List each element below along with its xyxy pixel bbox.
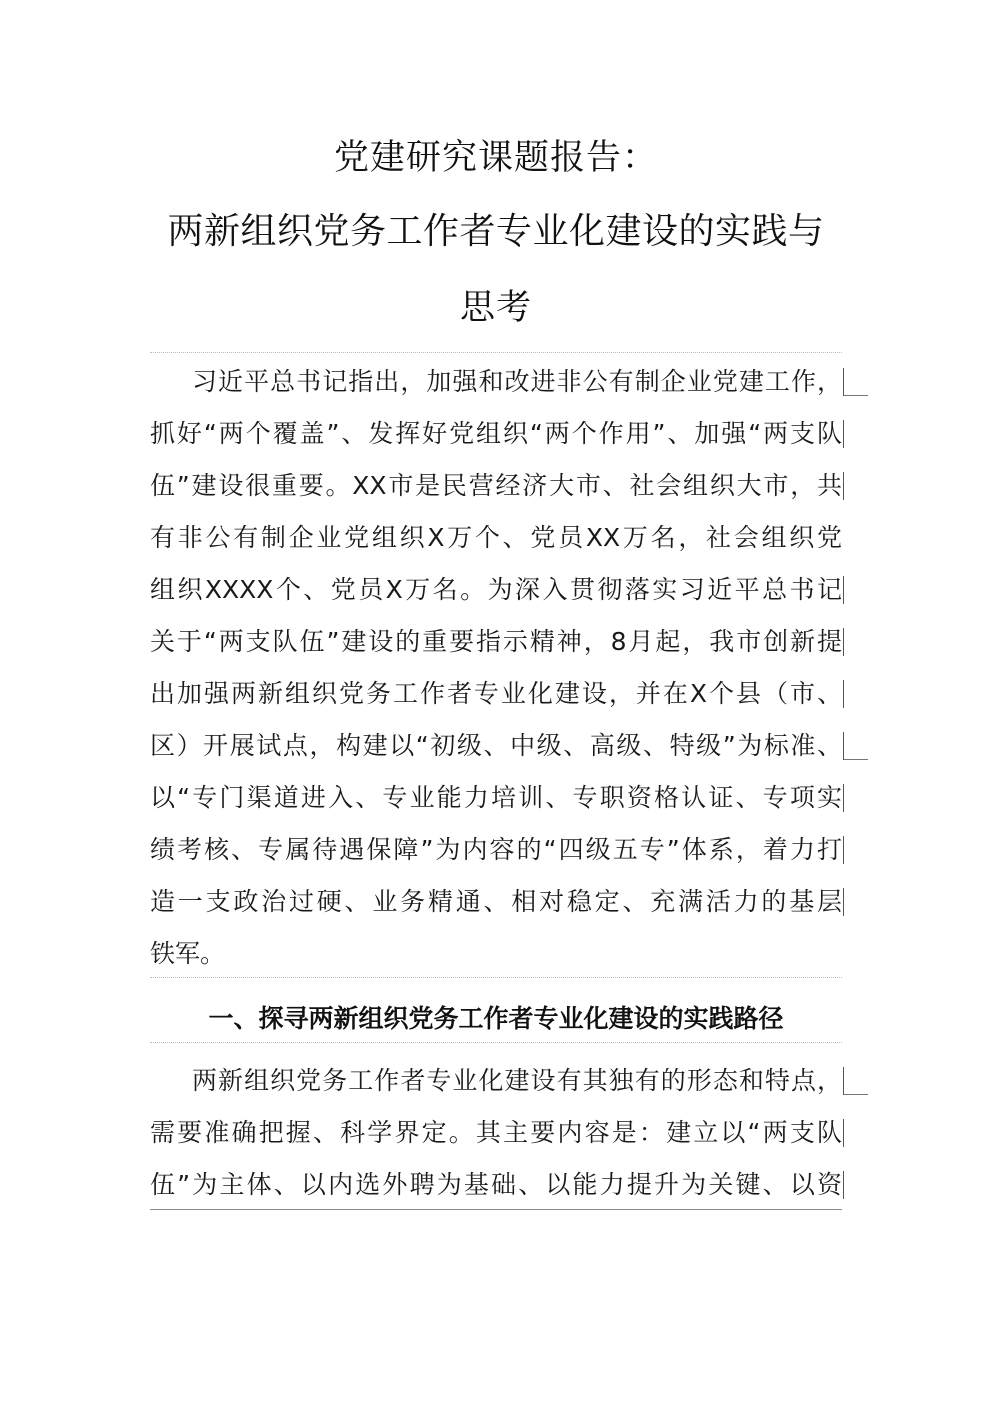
line-end-marker [843, 1119, 844, 1147]
divider [150, 977, 842, 978]
paragraph-line: 组织XXXX个、党员X万名。为深入贯彻落实习近平总书记 [150, 575, 842, 604]
divider [150, 1042, 842, 1043]
section-heading: 一、探寻两新组织党务工作者专业化建设的实践路径 [208, 1004, 784, 1033]
paragraph-line: 需要准确把握、科学界定。其主要内容是：建立以“两支队 [150, 1118, 842, 1147]
line-end-marker [843, 628, 844, 656]
divider [150, 352, 842, 353]
document-title-line-3: 思考 [459, 288, 532, 328]
line-end-marker [843, 472, 844, 500]
line-end-marker [843, 888, 844, 916]
document-title-line-2: 两新组织党务工作者专业化建设的实践与 [167, 211, 825, 252]
line-end-marker [843, 680, 844, 708]
paragraph-line: 绩考核、专属待遇保障”为内容的“四级五专”体系，着力打 [150, 835, 842, 864]
paragraph-line: 伍”为主体、以内选外聘为基础、以能力提升为关键、以资 [150, 1170, 842, 1199]
line-end-marker [843, 836, 844, 864]
paragraph-line: 抓好“两个覆盖”、发挥好党组织“两个作用”、加强“两支队 [150, 419, 842, 448]
paragraph-line: 铁军。 [150, 939, 226, 968]
line-end-marker [843, 784, 844, 812]
paragraph-line: 关于“两支队伍”建设的重要指示精神，8月起，我市创新提 [150, 627, 842, 656]
line-end-marker [843, 576, 844, 604]
paragraph-line: 以“专门渠道进入、专业能力培训、专职资格认证、专项实 [150, 783, 842, 812]
paragraph-line: 造一支政治过硬、业务精通、相对稳定、充满活力的基层 [150, 887, 842, 916]
paragraph-line: 习近平总书记指出，加强和改进非公有制企业党建工作， [192, 367, 842, 396]
document-title-line-1: 党建研究课题报告： [333, 138, 658, 178]
paragraph-line: 有非公有制企业党组织X万个、党员XX万名，社会组织党 [150, 523, 842, 552]
line-end-marker [843, 420, 844, 448]
paragraph-line: 两新组织党务工作者专业化建设有其独有的形态和特点， [192, 1066, 842, 1095]
paragraph-line: 伍”建设很重要。XX市是民营经济大市、社会组织大市，共 [150, 471, 842, 500]
line-end-marker [843, 732, 844, 760]
page-bottom-rule [150, 1209, 842, 1210]
paragraph-line: 出加强两新组织党务工作者专业化建设，并在X个县（市、 [150, 679, 842, 708]
line-end-marker [843, 368, 844, 396]
line-end-marker [843, 1171, 844, 1199]
paragraph-line: 区）开展试点，构建以“初级、中级、高级、特级”为标准、 [150, 731, 842, 760]
line-end-marker [843, 1067, 844, 1095]
